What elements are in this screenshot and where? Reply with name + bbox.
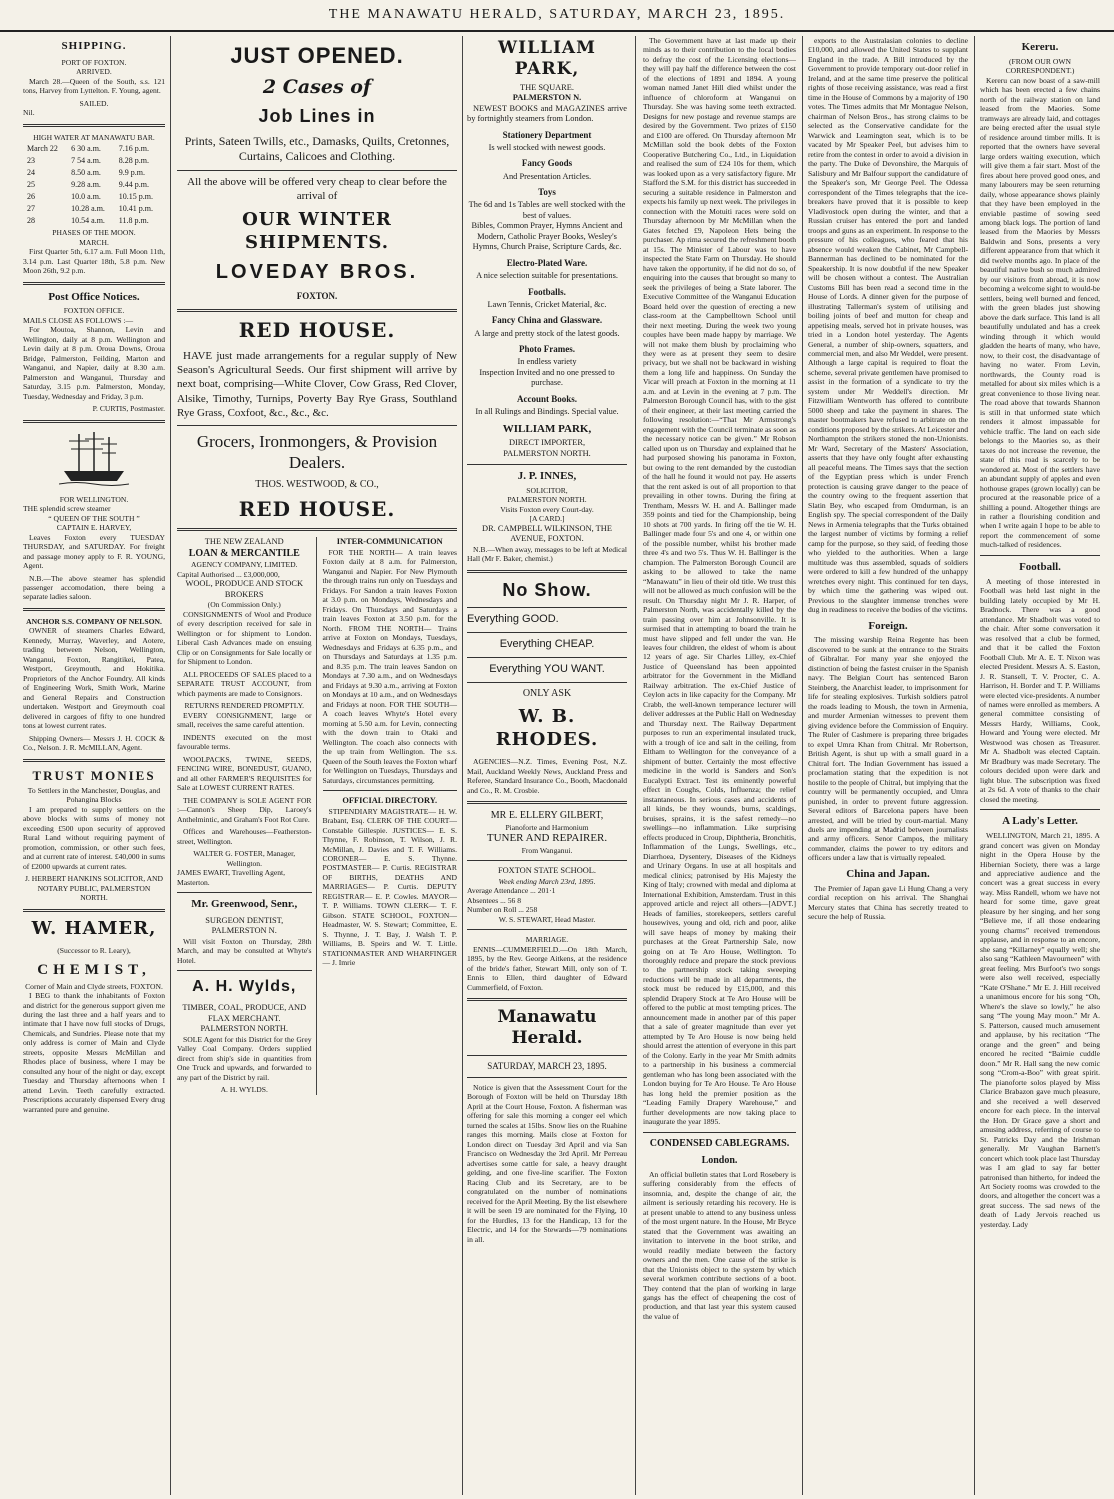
shipping-title: SHIPPING. [61, 40, 127, 52]
column-2: JUST OPENED. 2 Cases of Job Lines in Prints, Sateen Twills, etc., Damasks, Quilts, Cretonnes, Curtains, Calicoes and Clothing. All the above will be offered very cheap to clear before the arrival of OUR WINTER SHIPMENTS. LOVEDAY BROS. FOXTON. RED HOUSE. HAVE just made arrangements for a regular supply of New Season's Agricultural Seeds. Our first shipment will arrive by next boat, comprising—White Clover, Cow Grass, Red Clover, Alsike, Timothy, Turnips, Poverty Bay Rye Grass, Southland Rye Grass, Coxfoot, &c., &c., &c. Grocers, Ironmongers, & Provision Dealers. THOS. WESTWOOD, & CO., RED HOUSE. THE NEW ZEALAND LOAN & MERCANTILE AGENCY COMPANY, LIMITED. Capital Authorised ... £3,000,000, WOOL, PRODUCE AND STOCK BROKERS (On Commission Only.) CONSIGNMENTS of Wool and Produce of every description received for sale in Wellington or for shipment to London. Liberal Cash Advances made on ensuing Clip or on Consignments for Sale locally or for Shipment to London. ALL PROCEEDS OF SALES placed to a SEPARATE TRUST ACCOUNT, from which payments are made to Consignors. RETURNS RENDERED PROMPTLY. EVERY CONSIGNMENT, large or small, receives the same careful attention. INDENTS executed on the most favourable terms. WOOLPACKS, TWINE, SEEDS, FENCING WIRE, BONEDUST, GUANO, and all other FARMER'S REQUISITES for Sale at LOWEST CURRENT RATES. THE COMPANY is SOLE AGENT FOR :—Cannon's Sheep Dip, Laroey's Anthelmintic, and Graham's Foot Rot Cure. Offices and Warehouses—Featherston-street, Wellington. WALTER G. FOSTER, Manager, Wellington. JAMES EWART, Travelling Agent, Masterton. Mr. Greenwood, Senr., SURGEON DENTIST, PALMERSTON N. Will visit Foxton on Thursday, 28th March, and may be consulted at Whyte's Hotel. A. H. Wylds, TIMBER, COAL, PRODUCE, AND FLAX MERCHANT. PALMERSTON NORTH. SOLE Agent for this District for the Grey Valley Coal Company. Orders supplied direct from ship's side in quantities from One Truck and upwards, and forwarded to any part of the District by rail. A. H. WYLDS. INTER-COMMUNICATION FOR THE NORTH— A train leaves Foxton daily at 8 a.m. for Palmerston, Wanganui and Napier. For New Plymouth the through trains run only on Tuesdays and Fridays. For Sandon a train leaves Foxton at 3.0 p.m. on Mondays, Wednesdays and Fridays. On Thursdays and Saturdays a train leaves Foxton at 3.50 p.m. for the North. FROM THE NORTH— Trains arrive at Foxton on Mondays, Tuesdays, Wednesdays and Fridays at 6.35 p.m., and on Thursdays and Saturdays at 1.35 p.m. and 8.35 p.m. The train leaves Sandon on Mondays at 7.30 a.m., and on Wednesdays and Fridays at 9.30 a.m., arriving at Foxton on Mondays at 10 a.m., and on Wednesdays and Fridays at noon. FOR THE SOUTH— A coach leaves Whyte's Hotel every morning at 5.50 a.m. for Levin, connecting with the down train to Otaki and Wellington. The coach also connects with the up train from Wellington. The s.s. Queen of the South leaves the Foxton wharf for Wellington on Tuesdays, Thursdays and Saturdays, circumstances permitting. OFFICIAL DIRECTORY. STIPENDIARY MAGISTRATE— H. W. Brabant, Esq. CLERK OF THE COURT— Constable Gillespie. JUSTICES— E. S. Thynne, F. Robinson, T. Wilson, J. R. McMillan, J. Davies and T. F. Williams. CORONER— E. S. Thynne. POSTMASTER— P. Curtis. REGISTRAR OF BIRTHS, DEATHS AND MARRIAGES— P. Curtis. DEPUTY REGISTRAR— E. P. Cowles. MAYOR— T. P. Williams. TOWN CLERK— T. F. Gibson. STATE SCHOOL, FOXTON— Headmaster, W. S. Stewart; Committee, E. S. Thynne, J. T. Bay, J. Walsh T. P. Williams, B. Speirs and W. T. Little. STATIONMASTER AND WHARFINGER— J. Imrie [177, 43, 457, 1095]
masthead: THE MANAWATU HERALD, SATURDAY, MARCH 23, 1895. [0, 0, 1114, 32]
column-1: SHIPPING. PORT OF FOXTON. ARRIVED. March 28.—Queen of the South, s.s. 121 tons, Harvey from Lyttelton. F. Young, agent. SAILED. Nil. HIGH WATER AT MANAWATU BAR. March 22 6 30 a.m. 7.16 p.m. 23 7 54 a.m. 8.28 p.m. 24 8.50 a.m. 9.9 p.m. 25 9.28 a.m. 9.44 p.m. 26 10.0 a.m. 10.15 p.m. 27 10.28 a.m. 10.41 p.m. 28 10.54 a.m. 11.8 p.m. PHASES OF THE MOON. MARCH. First Quarter 5th, 6.17 a.m. Full Moon 11th, 3.14 p.m. Last Quarter 18th, 5.8 p.m. New Moon 26th, 9.2 p.m. Post Office Notices. FOXTON OFFICE. MAILS CLOSE AS FOLLOWS :— For Moutoa, Shannon, Levin and Wellington, daily at 8 p.m. Wellington and Levin daily at 8 p.m. Oroua Downs, Oroua Bridge, Palmerston, Feilding, Marton and Wanganui, and Napier, daily at 8.30 a.m. Palmerston and Wanganui, Thursday and Saturday, 3.15 p.m. Palmerston, Monday, Tuesday, Wednesday and Friday, 3 p.m. P. CURTIS, Postmaster. FOR WELLINGTON. THE splendid screw steamer “ QUEEN OF THE SOUTH ” CAPTAIN E. HARVEY, Leaves Foxton every TUESDAY THURSDAY, and SATURDAY. For freight and passage money apply to F. R. YOUNG, Agent. N.B.—The above steamer has splendid passenger accomodation, there being a separate ladies saloon. ANCHOR S.S. COMPANY OF NELSON. OWNER of steamers Charles Edward, Kennedy, Murray, Waverley, and Aotere, trading between Nelson, Wellington, Wanganui, Foxton, Rangitikei, Patea, Westport, Greymouth, and Hokitika. Proprietors of the Anchor Foundry. All kinds of Engineering Work, Smith Work, Marine and General Repairs and Construction undertaken. Westport and Greymouth coal delivered in cargoes of fifty to one hundred tons at lowest current rates. Shipping Owners— Messrs J. H. COCK & Co., Nelson. J. R. McMILLAN, Agent. TRUST MONIES To Settlers in the Manchester, Douglas, and Pohangina Blocks I am prepared to supply settlers on the above blocks with sums of money not exceeding £500 upon security of approved Rural Land without requiring payment of promotion, commission, or other such fees, and at current rate of interest. £40,000 in sums of £2000 upwards at current rates. J. HERBERT HANKINS SOLICITOR, AND NOTARY PUBLIC, PALMERSTON NORTH. W. HAMER, (Successor to R. Leary), CHEMIST, Corner of Main and Clyde streets, FOXTON. I BEG to thank the inhabitants of Foxton and district for the generous support given me during the last three and a half years and to intimate that I have now full stocks of Drugs, Chemicals, and Sundries. Please note that my only address is corner of Main and Clyde streets, opposite Messrs McMillan and Rhodes place of business, where I may be consulted any hour of the night or day, except Tuesday and Thursday afternoons when I attend Levin. Teeth carefully extracted. Prescriptions accurately dispensed Every drug warranted pure and genuine. [23, 40, 165, 1114]
column-6: Kereru. (FROM OUR OWN CORRESPONDENT.) Kereru can now boast of a saw-mill which has been erected a few chains north of the railway station on land leased from the Maories. Some tramways are already laid, and cottages are being erected after the usual style of residence around timber mills. It is reported that the owners have several large orders waiting execution, which will give them a fair start. Most of the fires about here proved good ones, and many labourers may be seen returning daily, whose appearance shows plainly that they have been employed in the enviable pastime of sowing seed among black logs. The portion of land leased from the Maories by Messrs Baldwin and Sons, presents a very different appearance from that which it did twelve months ago. In place of the beautiful native bush so much admired by our visitors from abroad, it is now becoming a welcome sight to would-be settlers, being well burned and fenced, with the green blades just showing above the dark surface. This land is all beautifully undulated and has a creek winding through it which would gladden the hearts of many, who have, now, to their cost, the disadvantage of having no water. From Levin, northwards, the County road is metalled for about six miles which is a great convenience to those living near. The road above that towards Shannon is still in that unformed state which renders it almost impassable for vehicle traffic. The land on each side belongs to the Maories so, as their taxes do not increase the revenue, the state of this road is scarcely to be wondered at. Most of the settlers have an abundant supply of apples and even hothouse grapes (grown locally) can be procured at the reasonable price of a shilling a pound. Altogether things are in rather a flourishing condition and when I write again I hope to be able to report the commencement of some much-talked of residences. Football. A meeting of those interested in Football was held last night in the building lately occupied by Mr H. Bradnock. There was a good attendance. Mr Shadbolt was voted to the chair. After some conversation it was resolved that a club be formed, and that it be called the Foxton Football Club. Mr A. E. T. Nixon was elected President. Messrs A. S. Easton, J. R. Stansell, T. V. Procter, C. A. Harrison, H. Border and T. P. Williams were elected vice-presidents. A number of names were enrolled as members. A general committee consisting of Messrs Hardy, Williams, Cook, Howard and Young were elected. Mr Westwood was chosen as Treasurer. Mr A. Shadbolt was elected Captain. Mr Bradbury was made Secretary. The colours decided upon were dark and light blue. The subscription was fixed at 2s 6d. A vote of thanks to the chair closed the meeting. A Lady's Letter. WELLINGTON, March 21, 1895. A grand concert was given on Monday night in the Opera House by the Hibernian Society, there was a large and appreciative audience and the concert was a great success in every way. Miss Randell, whom we have not heard for some time, gave great pleasure by her singing, and her song “Believe me, if all those endearing young charms” received tremendous applause, and in response to an encore, she sang “Killarney” equally well; she also sang “Kathleen Mavourneen” with great feeling. Mrs Burfoot's two songs were also well received, especially “Kate O'Shane.” Mr E. J. Hill received a unanimous encore for his song “Oh, Where's the slave so lowly,” he also sang “The young May moon.” Mr A. S. Patterson, caused much amusement and applause, by his recitation “The orange and the green” and being encored he recited “Bairnie cuddle doon.” Mr R. Hall sang the new comic song “Crom-a-Boo” with great spirit. The pianoforte solos played by Miss Clarice Brabazon gave much pleasure, and she received a well deserved encore for each piece. In the interval the Hon. Dr Grace gave a short and amusing address, referring of course to St. Patricks Day and the Irishman generally. Mr Vaughan Barnett's concert which took place last Thursday was I am glad to say far better patronised than hitherto, for indeed the Art Society rooms was crowded to the doors, and altogether the concert was a great success. The sad news of the death of Lady Jervois reached us yesterday. Lady [980, 41, 1100, 1229]
column-4: The Government have at last made up their minds as to their contribution to the local bodies to defray the cost of the Licensing elections—they will pay half the difference between the cost of the elections of 1891 and 1894. A young woman named Janet Hill died whilst under the influence of chloroform at Wanganui on Thursday. She was having some teeth extracted. Designs for new postage and revenue stamps are desired by the Government. Two prizes of £150 and £100 are offered. On Thursday afternoon Mr McMillan sold the book debts of the Foxton Cooperative Butchering Co., Ltd., in Liquidation and realised the sum of £24 10s for them, which was looked upon as a very satisfactory figure. Mr Stafford the S.M. for this district has succeeded in securing a suitable residence in Palmerston and expects his family up next week. The privileges in connection with the Motuiti races were sold on Thursday afternoon by Mr McMillan when the Gates fetched £9, Napoleon Hets being the purchaser. Ap rima secured the refreshment booth at 15s. The Minister of Labour was to have inspected the State Farm on Thursday. He should have taken the opportunity, if he did not do so, of enquiring into the causes that brought so many to seek the privileges of being a State laborer. The Executive Committee of the Wanganui Education Board held over the question of erecting a new class-room at the Campbelltown School until their next meeting. During the week two young couples have been made happy by marriage. We will not make them blush by proclaiming who they were as at present they seem to desire privacy, but we shall not be backward in wishing them a long life and happiness. On Sunday the Vicar will preach at Foxton in the morning at 11 a.m. and at Levin in the evening at 7 p.m. The Palmerston Borough Council has, with to the gist of their engineer, at their last meeting carried the following resolution:—“That Mr Armstrong's engagement with the Council terminate as soon as the necessary notice can be given.” Mr Robson called upon us on Thursday and explained that he had purposed showing his panorama in Foxton, but owing to the rent demanded by the custodian of the hall he found it would not pay. He asserts that the rent asked is out of all proportion to that prevailing in other towns. During the firing at Trentham, Messrs W. H. and A. Ballinger made 359 points and tied for the Championship, being 10 shots at 700 yards. In firing off the tie W. H. Ballinger made four 5's and one 4, or within one of the possible number, whilst his brother made three 4's and two 5's. Thus W. H. Ballinger is the champion. The Palmerston Borough Council are asking to be allowed to take the name “Manawatu” in lieu of their old title. We trust this will not be allowed as much confusion will be the result. On Thursday night Mr J. R. Harper, of Palmerston North, was accidentally killed by the train passing over him at Johnsonville. It is surmised that in attempting to board the train he must have slipped and fell under the van. He leaves four children, the eldest of whom is about 12 years of age. Sir Charles Lilley, ex-Chief Justice of Queensland has been appointed arbitrator for the Government in the Midland Railway arbitration. The ex-Chief Justice of Ceylon acts in like capacity for the Company. Mr Crabb, the well-known temperance lecturer will deliver addresses at the Public Hall on Wednesday and Thursday next. The Railway Department purposes to run an experimental insulated truck, with a trough of ice and salt in the ceiling, from Eltham to Wellington for the conveyance of a shipment of butter. Certainly the most effective medicine in the world is Sanders and Son's Eucalypti Extract. Test its eminently powerful effect in Coughs, Colds, Influenza; the relief instantaneous. In serious cases and accidents of all kinds, be they wounds, burns, scaldings, bruises, sprains, it is the safest remedy—no swellings—no inflammation. Like surprising effects produced in Croup, Diphtheria, Bronchitis, Inflammation of the Lungs, Swellings, etc., Diarrhoea, Dysentery, Diseases of the Kidneys and Urinary Organs. In use at all hospitals and medical clinics; patronised by His Majesty the King of Italy; crowned with medal and diploma at International Exhibition, Amsterdam. Trust in this approved article and reject all others—[ADVT.] Heads of families, storekeepers, settlers careful housewives, young and old, rich and poor, alike will save heaps of money by making their purchases at the Great Partnership Sale, now going on at Te Aro House, Wellington. To thoroughly reduce and prepare the stock previous to the partnership stock taking sweeping reductions will be made in all departments, the stock must be reduced by £15,000, and this splendid Drapery Stock at Te Aro House will be offered to the public at most tempting prices. The announcement made in another par of this paper that a sale of greater magnitude than ever yet attempted by Te Aro House is now being held should arrest the attention of everyone in this part of the Colony. Early in the year Mr Smith admits to a partnership in his business a commercial gentleman who has long been associated with the London buying for Te Aro House. Te Aro House has long held the premier position as the “Leading Family Drapery Warehouse,” and further developments are now taking place to inaugurate the year 1895. CONDENSED CABLEGRAMS. London. An official bulletin states that Lord Rosebery is suffering considerably from the effects of insomnia, and, despite the change of air, the ailment is seriously retarding his recovery. He is at present unable to attend to any business unless of the most urgent nature. In the House, Mr Bryce stated that the Government was awaiting an invitation to intervene in the boot strike, and would readily mediate between the factory owners and the men. One cause of the strike is that the Unionists object to the system by which several workmen contribute sections of a boot. They contend that the plan of working in large gangs has the effect of cheapening the cost of production, and that last year this system caused the value of [643, 36, 796, 1321]
ship-icon [59, 429, 129, 489]
column-3: WILLIAM PARK, THE SQUARE. PALMERSTON N. NEWEST BOOKS and MAGAZINES arrive by fortnightly steamers from London. Stationery Department Is well stocked with newest goods. Fancy Goods And Presentation Articles. Toys The 6d and 1s Tables are well stocked with the best of values. Bibles, Common Prayer, Hymns Ancient and Modern, Catholic Prayer Books, Wesley's Hymns, Church Praise, Scripture Cards, &c. Electro-Plated Ware. A nice selection suitable for presentations. Footballs. Lawn Tennis, Cricket Material, &c. Fancy China and Glassware. A large and pretty stock of the latest goods. Photo Frames. In endless variety Inspection Invited and no one pressed to purchase. Account Books. In all Rulings and Bindings. Special value. WILLIAM PARK, DIRECT IMPORTER, PALMERSTON NORTH. J. P. INNES, SOLICITOR, PALMERSTON NORTH. Visits Foxton every Court-day. [A CARD.] DR. CAMPBELL WILKINSON, THE AVENUE, FOXTON. N.B.—When away, messages to be left at Medical Hall (Mr F. Baker, chemist.) No Show. Everything GOOD. Everything CHEAP. Everything YOU WANT. ONLY ASK W. B. RHODES. AGENCIES—N.Z. Times, Evening Post, N.Z. Mail, Auckland Weekly News, Auckland Press and Referee, Standard Insurance Co., Booth, Macdonald and Co., R. M. Crosbie. MR E. ELLERY GILBERT, Pianoforte and Harmonium TUNER AND REPAIRER. From Wanganui. FOXTON STATE SCHOOL. Week ending March 23rd, 1895. Average Attendance ... 201·1 Absentees ... 56 8 Number on Roll ... 258 W. S. STEWART, Head Master. MARRIAGE. ENNIS—CUMMERFIELD.—On 18th March, 1895, by the Rev. George Aitkens, at the residence of the bride's father, Stewart Mill, only son of T. Ennis to Ellen, third daughter of Edward Cummerfield, of Foxton. Manawatu Herald. SATURDAY, MARCH 23, 1895. Notice is given that the Assessment Court for the Borough of Foxton will be held on Thursday 18th April at the Court House, Foxton. A fisherman was offering for sale this morning a conger eel which turned the scales at 15lbs. Snow lies on the Ruahine ranges this morning. Mails close at Foxton for London direct on Tuesday 3rd April and via San Francisco on Wednesday the 3rd April. Mr Perreau advertises some cattle for sale, a heavy draught gelding, and one five-line scarifier. The Foxton Racing Club and its Secretary, are to be congratulated on the number of nominations received for the April Meeting. By the list elsewhere it will be seen 19 are nominated for the Flying, 10 for the Hurdles, 13 for the Handicap, 13 for the Electric, and 14 for the Stewards—79 nominations in all. [467, 38, 627, 1244]
column-5: exports to the Australasian colonies to decline £10,000, and allowed the United States to supplant England in the trade. A Bill introduced by the Government to provide temporary out-door relief in Ireland, and at the same time preserve the political rights of those receiving assistance, was read a first time in the House of Commons by a majority of 190 votes. The Times admits that Mr Montague Nelson, chairman of Nelson Bros., has strong claims to be selected as the Conservative candidate for the Warwick and Leamington seat, which is to be vacated by Mr Speaker Peel, but advises him to retire from the contest in order to avoid a division in the party. The Duke of Devonshire, the Marquis of Salisbury and Mr Balfour support the candidature of the Speaker's son, Mr George Peel. The Odessa correspondent of the Times telegraphs that the ice-breakers have proved that it is possible to keep Vladivostock open during the winter, and that a Russian cruiser has entered the port and landed troops and guns as an experiment. In response to the pressure of his colleagues, who feared that his absence would weaken the Cabinet, Mr Campbell-Bannerman has declined to be nominated for the Speakership. It is now doubtful if the new Speaker will be chosen without a contest. The Australian Customs Bill has been read a second time in the House of Lords. A dinner given for the purpose of illustrating Tallerman's system of utilising and boiling joints of beef and mutton for cheap and appetising meals, served hot in private houses, was tried in a London hotel yesterday. The Agents General, a number of ship-owners, squatters, and commercial men, and also Mr Weddel, were present. Although a large capital is required to float the scheme, several private gentlemen have promised to assist in the formation of a syndicate to try the system under Mr Weddell's direction. Mr Fitzwilliam Wentworth has offered to contribute 5000 sheep and take the payment in shares. The master bootmakers have refused to arbitrate on the conditions proposed by the strikers. At Leicester and Northampton the strikers stoned the non-Unionists. Mr Ward, Secretary of the Masters' Association, asserts that they have only fought after exhausting all peaceful means. The Times says that the section of the Egyptian press which is under French protection is causing grave danger to the peace of the country owing to the frequent assertion that Slatin Bey, who escaped from Omdurman, is an English spy. The special correspondent of the Daily News in Armenia telegraphs that the Turks obtained the largest number of victims by forming a relief camp for the purpose, so they said, of feeding those who yielded to the authorities. When a large multitude was thus assembled, squads of soldiers were ordered to kill a few hundred of the unhappy wretches every night. This continued for ten days, by which time the gathering was wiped out. Previous to the slaughter immense trenches were dug in readiness to receive the bodies of the victims. Foreign. The missing warship Reina Regente has been discovered to be sunk at the entrance to the Straits of Gibraltar. For many year she enjoyed the distinction of being the fastest cruiser in the Spanish navy. The Belgian Court has sentenced Baron Steinberg, the Anarchist leader, to imprisonment for life for stealing explosives. Turkish soldiers patrol the roads leading to Moush, the town in Armenia, and murder Armenian witnesses to prevent them giving evidence before the Commission of Enquiry. The Ruler of Cashmere is preparing three brigades to expel Umra Khan from Chitral. Mr Robertson, British Agent, is shut up with a small guard in a Chitral fort. The Indian Government has issued a proclamation stating that the expedition is not hostile to the people of Chitral, but implying that the country will be permanently occupied, and Umra punished, in order to prevent future aggression. Several editors of Barcelona papers have been arrested, and will be tried by court-martial. Many duels are impending at Madrid between journalists and army officers. Senor Campos, the military commander, claims the power to try editors and officers under a law that is virtually repealed. China and Japan. The Premier of Japan gave Li Hung Chang a very cordial reception on his arrival. The Shanghai Mercury states that China has secretly treated to secure the help of Russia. [808, 36, 968, 922]
herald-title: Manawatu Herald. [497, 1007, 597, 1049]
post-office-title: Post Office Notices. [48, 290, 140, 303]
high-water-table: March 22 6 30 a.m. 7.16 p.m. 23 7 54 a.m. 8.28 p.m. 24 8.50 a.m. 9.9 p.m. 25 9.28 a.m. 9.44 p.m. 26 10.0 a.m. 10.15 p.m. 27 10.28 a.m. 10.41 p.m. 28 10.54 a.m. 11.8 p.m. [27, 144, 154, 226]
high-water-title: HIGH WATER AT MANAWATU BAR. [33, 132, 155, 142]
loveday-bros: LOVEDAY BROS. [215, 261, 419, 284]
just-opened: JUST OPENED. [230, 43, 404, 68]
